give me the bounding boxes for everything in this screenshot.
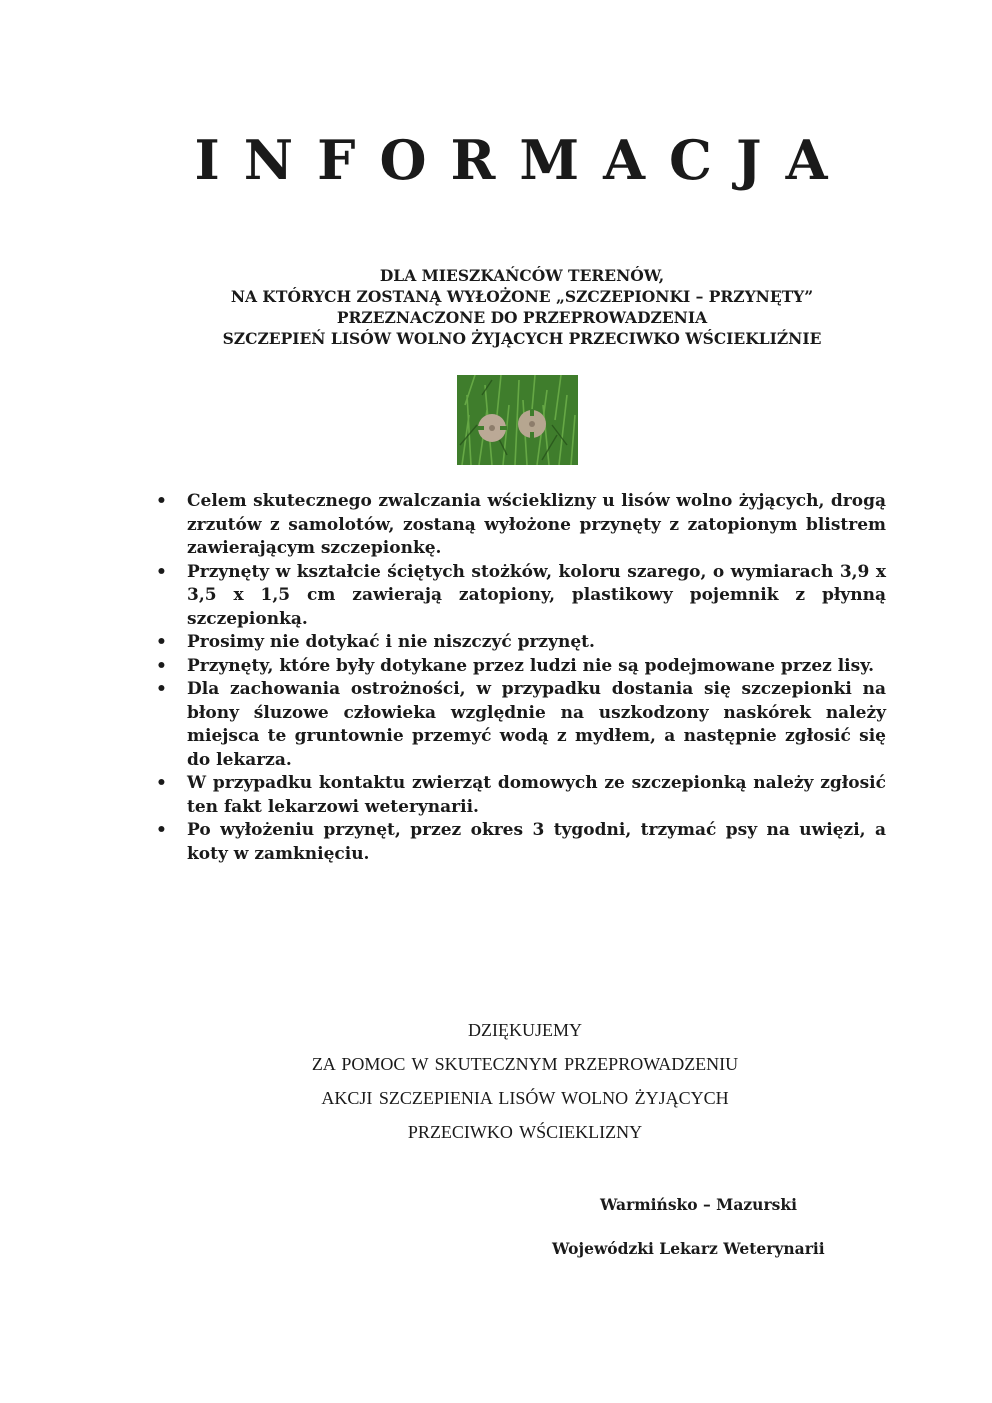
bullet-icon: •	[156, 773, 167, 793]
subtitle	[150, 265, 894, 349]
bullet-icon: •	[156, 632, 167, 652]
list-item-text: Przynęty w kształcie ściętych stożków, koloru szarego, o wymiarach 3,9 x 3,5 x 1,5 cm zawierają zatopiony, plastikowy pojemnik z płynną szczepionką.	[187, 561, 886, 629]
list-item	[150, 561, 886, 632]
list-item	[150, 631, 886, 655]
signature-title: Wojewódzki Lekarz Weterynarii	[552, 1239, 825, 1258]
list-item	[150, 490, 886, 561]
list-item-text: Prosimy nie dotykać i nie niszczyć przynęt.	[187, 632, 595, 652]
thanks-line: ZA POMOC W SKUTECZNYM PRZEPROWADZENIU	[311, 1054, 739, 1074]
subtitle-line: PRZEZNACZONE DO PRZEPROWADZENIA	[336, 308, 708, 327]
list-item	[150, 819, 886, 866]
bullet-icon: •	[156, 679, 167, 699]
list-item	[150, 772, 886, 819]
page-title: INFORMACJA	[194, 128, 852, 192]
list-item-text: Dla zachowania ostrożności, w przypadku dostania się szczepionki na błony śluzowe człowieka względnie na uszkodzony naskórek należy miejsca te gruntownie przemyć wodą z mydłem, a następnie zgłosić się do lekarza.	[187, 679, 886, 770]
subtitle-line: NA KTÓRYCH ZOSTANĄ WYŁOŻONE „SZCZEPIONKI – PRZYNĘTY”	[230, 287, 814, 306]
bullet-icon: •	[156, 655, 167, 676]
list-item-text: Przynęty, które były dotykane przez ludzi nie są podejmowane przez lisy.	[187, 655, 875, 676]
bait-photo-icon	[457, 375, 578, 465]
subtitle-line: SZCZEPIEŃ LISÓW WOLNO ŻYJĄCYCH PRZECIWKO WŚCIEKLIŹNIE	[222, 329, 822, 348]
bait-photo	[457, 375, 578, 465]
thanks-line: AKCJI SZCZEPIENIA LISÓW WOLNO ŻYJĄCYCH	[321, 1088, 729, 1108]
list-item-text: W przypadku kontaktu zwierząt domowych ze szczepionką należy zgłosić ten fakt lekarzowi weterynarii.	[187, 773, 886, 817]
thanks-block	[220, 1013, 830, 1149]
list-item-text: Po wyłożeniu przynęt, przez okres 3 tygodni, trzymać psy na uwięzi, a koty w zamknięciu.	[187, 820, 886, 864]
bullet-icon: •	[156, 491, 167, 511]
bullet-icon: •	[156, 820, 167, 840]
list-item	[150, 655, 886, 679]
bullet-list	[150, 490, 886, 866]
list-item	[150, 678, 886, 772]
thanks-line: DZIĘKUJEMY	[468, 1020, 582, 1040]
subtitle-line: DLA MIESZKAŃCÓW TERENÓW,	[379, 266, 665, 285]
bullet-icon: •	[156, 561, 167, 582]
list-item-text: Celem skutecznego zwalczania wścieklizny u lisów wolno żyjących, drogą zrzutów z samolotów, zostaną wyłożone przynęty z zatopionym blistrem zawierającym szczepionkę.	[187, 491, 886, 558]
thanks-line: PRZECIWKO WŚCIEKLIZNY	[407, 1122, 643, 1142]
signature-region: Warmińsko – Mazurski	[600, 1195, 797, 1214]
